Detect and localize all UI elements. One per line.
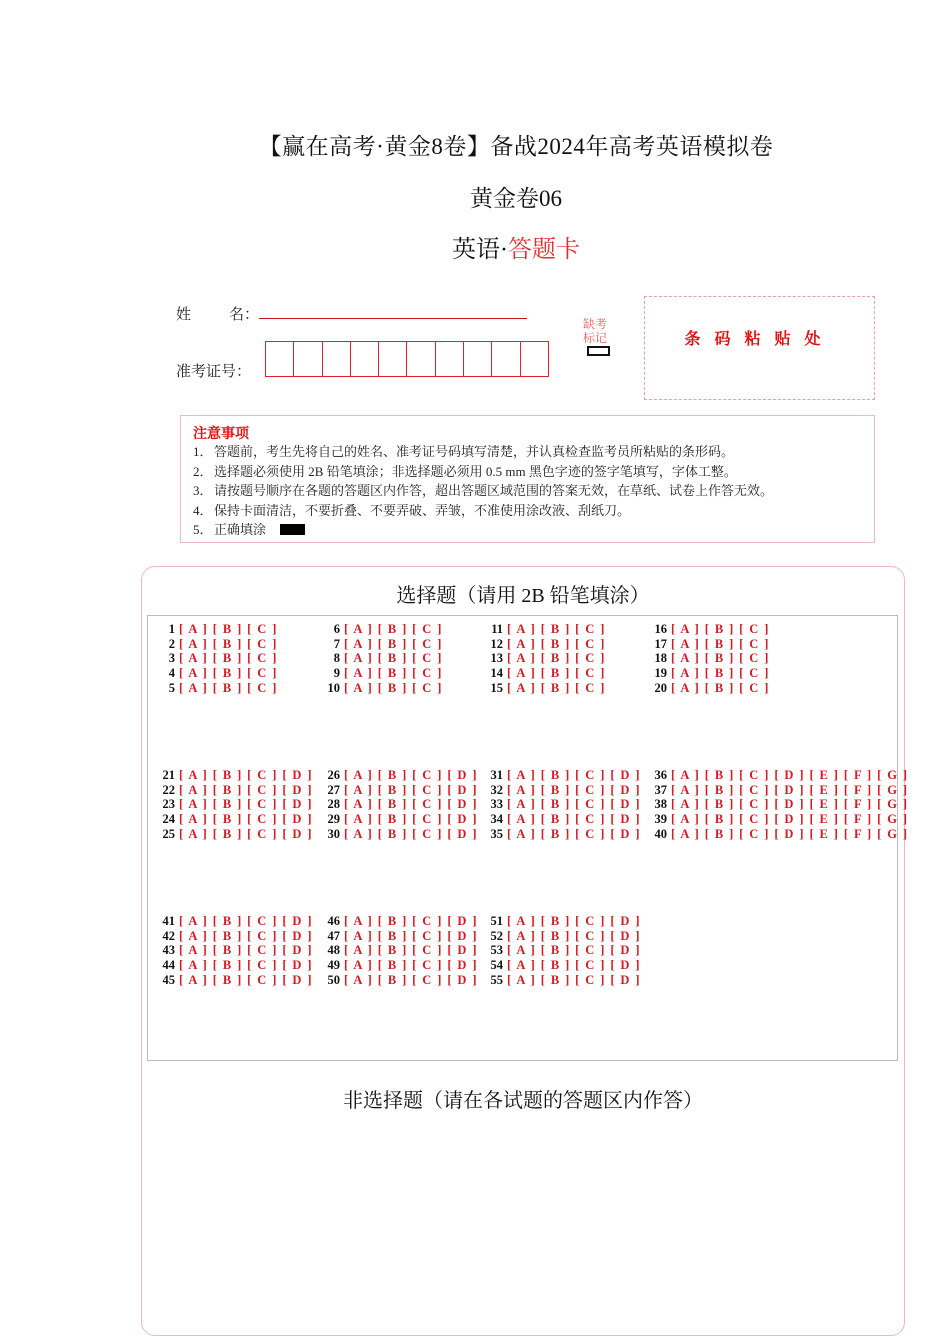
question-number: 9: [333, 666, 340, 681]
notice-box: [180, 415, 875, 543]
notice-item: 1．答题前，考生先将自己的姓名、准考证号码填写清楚，并认真检查监考员所粘贴的条形码。: [193, 444, 735, 459]
question-row[interactable]: [145, 651, 278, 666]
question-row[interactable]: [637, 651, 770, 666]
question-number: 37: [654, 782, 667, 797]
question-row[interactable]: [637, 681, 770, 696]
answer-bubbles[interactable]: [ A ] [ B ] [ C ] [ D ]: [179, 972, 313, 987]
id-digit-box[interactable]: [520, 341, 549, 377]
question-number: 50: [327, 972, 340, 987]
question-number: 45: [162, 972, 175, 987]
exam-id-field[interactable]: [265, 341, 549, 376]
question-group: [473, 622, 606, 696]
answer-bubbles[interactable]: [ A ] [ B ] [ C ]: [507, 651, 606, 666]
question-number: 29: [327, 812, 340, 827]
answer-bubbles[interactable]: [ A ] [ B ] [ C ]: [671, 651, 770, 666]
question-row[interactable]: [145, 622, 278, 637]
question-row[interactable]: [637, 783, 908, 798]
id-digit-box[interactable]: [265, 341, 293, 377]
question-row[interactable]: [473, 797, 641, 812]
answer-bubbles[interactable]: [ A ] [ B ] [ C ]: [507, 636, 606, 651]
answer-bubbles[interactable]: [ A ] [ B ] [ C ] [ D ]: [344, 812, 478, 827]
correct-fill-sample: [280, 524, 305, 535]
name-label: 姓 名：: [176, 307, 260, 323]
question-group: [473, 768, 641, 842]
answer-bubbles[interactable]: [ A ] [ B ] [ C ]: [507, 666, 606, 681]
card-label: 答题卡: [508, 237, 580, 263]
question-number: 12: [490, 636, 503, 651]
question-group: [145, 768, 313, 842]
question-row[interactable]: [473, 914, 641, 929]
question-number: 40: [654, 826, 667, 841]
question-row[interactable]: [310, 637, 443, 652]
answer-bubbles[interactable]: [ A ] [ B ] [ C ] [ D ]: [344, 826, 478, 841]
question-row[interactable]: [310, 958, 478, 973]
answer-bubbles[interactable]: [ A ] [ B ] [ C ] [ D ]: [344, 958, 478, 973]
question-number: 30: [327, 826, 340, 841]
question-number: 17: [654, 636, 667, 651]
question-number: 15: [490, 680, 503, 695]
question-number: 48: [327, 943, 340, 958]
question-number: 2: [168, 636, 175, 651]
question-row[interactable]: [310, 943, 478, 958]
question-number: 47: [327, 928, 340, 943]
question-number: 52: [490, 928, 503, 943]
question-row[interactable]: [473, 622, 606, 637]
answer-bubbles[interactable]: [ A ] [ B ] [ C ] [ D ]: [179, 943, 313, 958]
question-row[interactable]: [145, 783, 313, 798]
answer-bubbles[interactable]: [ A ] [ B ] [ C ] [ D ] [ E ] [ F ] [ G ]: [671, 826, 909, 841]
answer-bubbles[interactable]: [ A ] [ B ] [ C ] [ D ]: [507, 972, 641, 987]
notice-item: 4．保持卡面清洁，不要折叠、不要弄破、弄皱，不准使用涂改液、刮纸刀。: [193, 502, 631, 518]
question-number: 32: [490, 782, 503, 797]
question-row[interactable]: [310, 973, 478, 988]
question-group: [310, 768, 478, 842]
question-row[interactable]: [310, 797, 478, 812]
answer-bubbles[interactable]: [ A ] [ B ] [ C ]: [344, 680, 443, 695]
question-number: 10: [327, 680, 340, 695]
answer-bubbles[interactable]: [ A ] [ B ] [ C ]: [507, 680, 606, 695]
question-group: [145, 622, 278, 696]
question-number: 43: [162, 943, 175, 958]
question-number: 3: [168, 651, 175, 666]
question-number: 4: [168, 666, 175, 681]
question-row[interactable]: [145, 914, 313, 929]
question-row[interactable]: [473, 651, 606, 666]
question-number: 36: [654, 768, 667, 782]
question-number: 7: [333, 636, 340, 651]
answer-bubbles[interactable]: [ A ] [ B ] [ C ] [ D ]: [179, 914, 313, 928]
question-number: 13: [490, 651, 503, 666]
question-group: [310, 914, 478, 988]
answer-bubbles[interactable]: [ A ] [ B ] [ C ] [ D ] [ E ] [ F ] [ G ]: [671, 768, 909, 782]
answer-bubbles[interactable]: [ A ] [ B ] [ C ] [ D ]: [507, 943, 641, 958]
question-number: 11: [491, 622, 503, 636]
id-digit-box[interactable]: [293, 341, 321, 377]
question-row[interactable]: [310, 812, 478, 827]
question-group: [473, 914, 641, 988]
question-number: 26: [327, 768, 340, 782]
question-number: 23: [162, 797, 175, 812]
subject-label: 英语·: [452, 237, 508, 263]
question-row[interactable]: [473, 973, 641, 988]
id-digit-box[interactable]: [350, 341, 378, 377]
answer-bubbles[interactable]: [ A ] [ B ] [ C ] [ D ]: [507, 812, 641, 827]
id-digit-box[interactable]: [463, 341, 491, 377]
name-field[interactable]: [259, 318, 527, 319]
question-row[interactable]: [145, 666, 278, 681]
answer-bubbles[interactable]: [ A ] [ B ] [ C ] [ D ]: [179, 958, 313, 973]
question-number: 18: [654, 651, 667, 666]
question-row[interactable]: [310, 651, 443, 666]
question-row[interactable]: [473, 666, 606, 681]
exam-title: 【赢在高考·黄金8卷】备战2024年高考英语模拟卷: [258, 134, 774, 159]
question-row[interactable]: [145, 797, 313, 812]
question-number: 49: [327, 958, 340, 973]
question-number: 19: [654, 666, 667, 681]
id-digit-box[interactable]: [406, 341, 434, 377]
question-row[interactable]: [473, 943, 641, 958]
question-number: 20: [654, 680, 667, 695]
question-row[interactable]: [473, 827, 641, 842]
answer-bubbles[interactable]: [ A ] [ B ] [ C ]: [671, 636, 770, 651]
question-group: [637, 768, 908, 842]
question-number: 42: [162, 928, 175, 943]
question-number: 5: [168, 680, 175, 695]
answer-bubbles[interactable]: [ A ] [ B ] [ C ] [ D ]: [344, 797, 478, 812]
question-row[interactable]: [145, 958, 313, 973]
question-row[interactable]: [637, 768, 908, 783]
answer-bubbles[interactable]: [ A ] [ B ] [ C ] [ D ] [ E ] [ F ] [ G ]: [671, 797, 909, 812]
question-number: 25: [162, 826, 175, 841]
question-number: 14: [490, 666, 503, 681]
answer-bubbles[interactable]: [ A ] [ B ] [ C ] [ D ]: [507, 914, 641, 928]
answer-bubbles[interactable]: [ A ] [ B ] [ C ] [ D ]: [507, 782, 641, 797]
answer-bubbles[interactable]: [ A ] [ B ] [ C ] [ D ] [ E ] [ F ] [ G ]: [671, 812, 909, 827]
answer-bubbles[interactable]: [ A ] [ B ] [ C ] [ D ]: [179, 826, 313, 841]
answer-bubbles[interactable]: [ A ] [ B ] [ C ] [ D ]: [344, 972, 478, 987]
exam-id-label: 准考证号：: [176, 364, 252, 380]
answer-bubbles[interactable]: [ A ] [ B ] [ C ] [ D ]: [344, 914, 478, 928]
answer-bubbles[interactable]: [ A ] [ B ] [ C ] [ D ]: [179, 782, 313, 797]
question-number: 44: [162, 958, 175, 973]
answer-bubbles[interactable]: [ A ] [ B ] [ C ] [ D ]: [507, 768, 641, 782]
answer-bubbles[interactable]: [ A ] [ B ] [ C ] [ D ]: [179, 768, 313, 782]
question-row[interactable]: [310, 914, 478, 929]
question-number: 53: [490, 943, 503, 958]
question-number: 54: [490, 958, 503, 973]
id-digit-box[interactable]: [378, 341, 406, 377]
question-row[interactable]: [637, 622, 770, 637]
question-row[interactable]: [473, 783, 641, 798]
answer-bubbles[interactable]: [ A ] [ B ] [ C ]: [179, 680, 278, 695]
answer-bubbles[interactable]: [ A ] [ B ] [ C ]: [344, 666, 443, 681]
question-number: 28: [327, 797, 340, 812]
question-number: 1: [168, 622, 175, 636]
question-number: 24: [162, 812, 175, 827]
question-row[interactable]: [145, 768, 313, 783]
question-row[interactable]: [145, 637, 278, 652]
choice-section-title: 选择题（请用 2B 铅笔填涂）: [396, 585, 650, 607]
question-number: 34: [490, 812, 503, 827]
barcode-label: 条码粘贴处: [684, 331, 835, 348]
question-row[interactable]: [145, 681, 278, 696]
answer-bubbles[interactable]: [ A ] [ B ] [ C ] [ D ]: [507, 797, 641, 812]
id-digit-box[interactable]: [491, 341, 519, 377]
answer-bubbles[interactable]: [ A ] [ B ] [ C ]: [344, 636, 443, 651]
question-row[interactable]: [473, 812, 641, 827]
id-digit-box[interactable]: [435, 341, 463, 377]
question-number: 8: [333, 651, 340, 666]
question-number: 6: [333, 622, 340, 636]
question-group: [310, 622, 443, 696]
answer-bubbles[interactable]: [ A ] [ B ] [ C ] [ D ]: [507, 928, 641, 943]
answer-bubbles[interactable]: [ A ] [ B ] [ C ]: [344, 622, 443, 636]
question-row[interactable]: [145, 929, 313, 944]
question-number: 27: [327, 782, 340, 797]
notice-title: 注意事项: [193, 426, 249, 442]
question-row[interactable]: [637, 812, 908, 827]
question-row[interactable]: [473, 637, 606, 652]
question-row[interactable]: [145, 812, 313, 827]
question-row[interactable]: [145, 943, 313, 958]
answer-bubbles[interactable]: [ A ] [ B ] [ C ]: [179, 622, 278, 636]
question-row[interactable]: [310, 681, 443, 696]
id-digit-box[interactable]: [322, 341, 350, 377]
answer-bubbles[interactable]: [ A ] [ B ] [ C ]: [671, 666, 770, 681]
notice-item: 2．选择题必须使用 2B 铅笔填涂；非选择题必须用 0.5 mm 黑色字迹的签字笔填写，字体工整。: [193, 463, 737, 479]
question-row[interactable]: [310, 622, 443, 637]
question-row[interactable]: [473, 681, 606, 696]
answer-bubbles[interactable]: [ A ] [ B ] [ C ] [ D ]: [344, 782, 478, 797]
question-row[interactable]: [637, 666, 770, 681]
question-number: 38: [654, 797, 667, 812]
answer-bubbles[interactable]: [ A ] [ B ] [ C ]: [179, 636, 278, 651]
question-row[interactable]: [473, 929, 641, 944]
question-row[interactable]: [310, 666, 443, 681]
question-row[interactable]: [145, 827, 313, 842]
answer-bubbles[interactable]: [ A ] [ B ] [ C ] [ D ]: [179, 812, 313, 827]
notice-list: [193, 442, 773, 540]
question-number: 21: [162, 768, 175, 782]
question-number: 41: [162, 914, 175, 928]
absent-mark-checkbox[interactable]: [587, 346, 610, 356]
answer-bubbles[interactable]: [ A ] [ B ] [ C ]: [344, 651, 443, 666]
question-group: [637, 622, 770, 696]
answer-bubbles[interactable]: [ A ] [ B ] [ C ]: [671, 680, 770, 695]
question-row[interactable]: [637, 637, 770, 652]
paper-subtitle: 黄金卷06: [470, 186, 562, 211]
question-row[interactable]: [473, 958, 641, 973]
notice-item: 3．请按题号顺序在各题的答题区内作答，超出答题区域范围的答案无效，在草纸、试卷上作答无效。: [193, 483, 774, 498]
question-number: 46: [327, 914, 340, 928]
notice-item: 5．正确填涂: [193, 520, 773, 540]
question-number: 16: [654, 622, 667, 636]
question-row[interactable]: [310, 768, 478, 783]
non-choice-section-title: 非选择题（请在各试题的答题区内作答）: [343, 1090, 703, 1112]
answer-bubbles[interactable]: [ A ] [ B ] [ C ] [ D ]: [179, 928, 313, 943]
question-row[interactable]: [145, 973, 313, 988]
question-row[interactable]: [637, 827, 908, 842]
answer-bubbles[interactable]: [ A ] [ B ] [ C ] [ D ]: [507, 958, 641, 973]
question-row[interactable]: [310, 827, 478, 842]
answer-bubbles[interactable]: [ A ] [ B ] [ C ]: [507, 622, 606, 636]
question-number: 33: [490, 797, 503, 812]
answer-bubbles[interactable]: [ A ] [ B ] [ C ] [ D ]: [344, 928, 478, 943]
question-number: 39: [654, 812, 667, 827]
answer-bubbles[interactable]: [ A ] [ B ] [ C ] [ D ] [ E ] [ F ] [ G ]: [671, 782, 909, 797]
answer-bubbles[interactable]: [ A ] [ B ] [ C ] [ D ]: [179, 797, 313, 812]
answer-bubbles[interactable]: [ A ] [ B ] [ C ] [ D ]: [344, 943, 478, 958]
absent-mark-label: 缺考标记: [583, 317, 608, 345]
question-row[interactable]: [310, 783, 478, 798]
question-row[interactable]: [637, 797, 908, 812]
question-row[interactable]: [473, 768, 641, 783]
answer-card-title: [0, 229, 950, 264]
question-number: 51: [490, 914, 503, 928]
question-number: 22: [162, 782, 175, 797]
question-number: 35: [490, 826, 503, 841]
answer-bubbles[interactable]: [ A ] [ B ] [ C ]: [671, 622, 770, 636]
answer-bubbles[interactable]: [ A ] [ B ] [ C ]: [179, 651, 278, 666]
question-row[interactable]: [310, 929, 478, 944]
question-number: 31: [490, 768, 503, 782]
answer-bubbles[interactable]: [ A ] [ B ] [ C ] [ D ]: [344, 768, 478, 782]
answer-bubbles[interactable]: [ A ] [ B ] [ C ]: [179, 666, 278, 681]
question-group: [145, 914, 313, 988]
question-number: 55: [490, 972, 503, 987]
answer-bubbles[interactable]: [ A ] [ B ] [ C ] [ D ]: [507, 826, 641, 841]
